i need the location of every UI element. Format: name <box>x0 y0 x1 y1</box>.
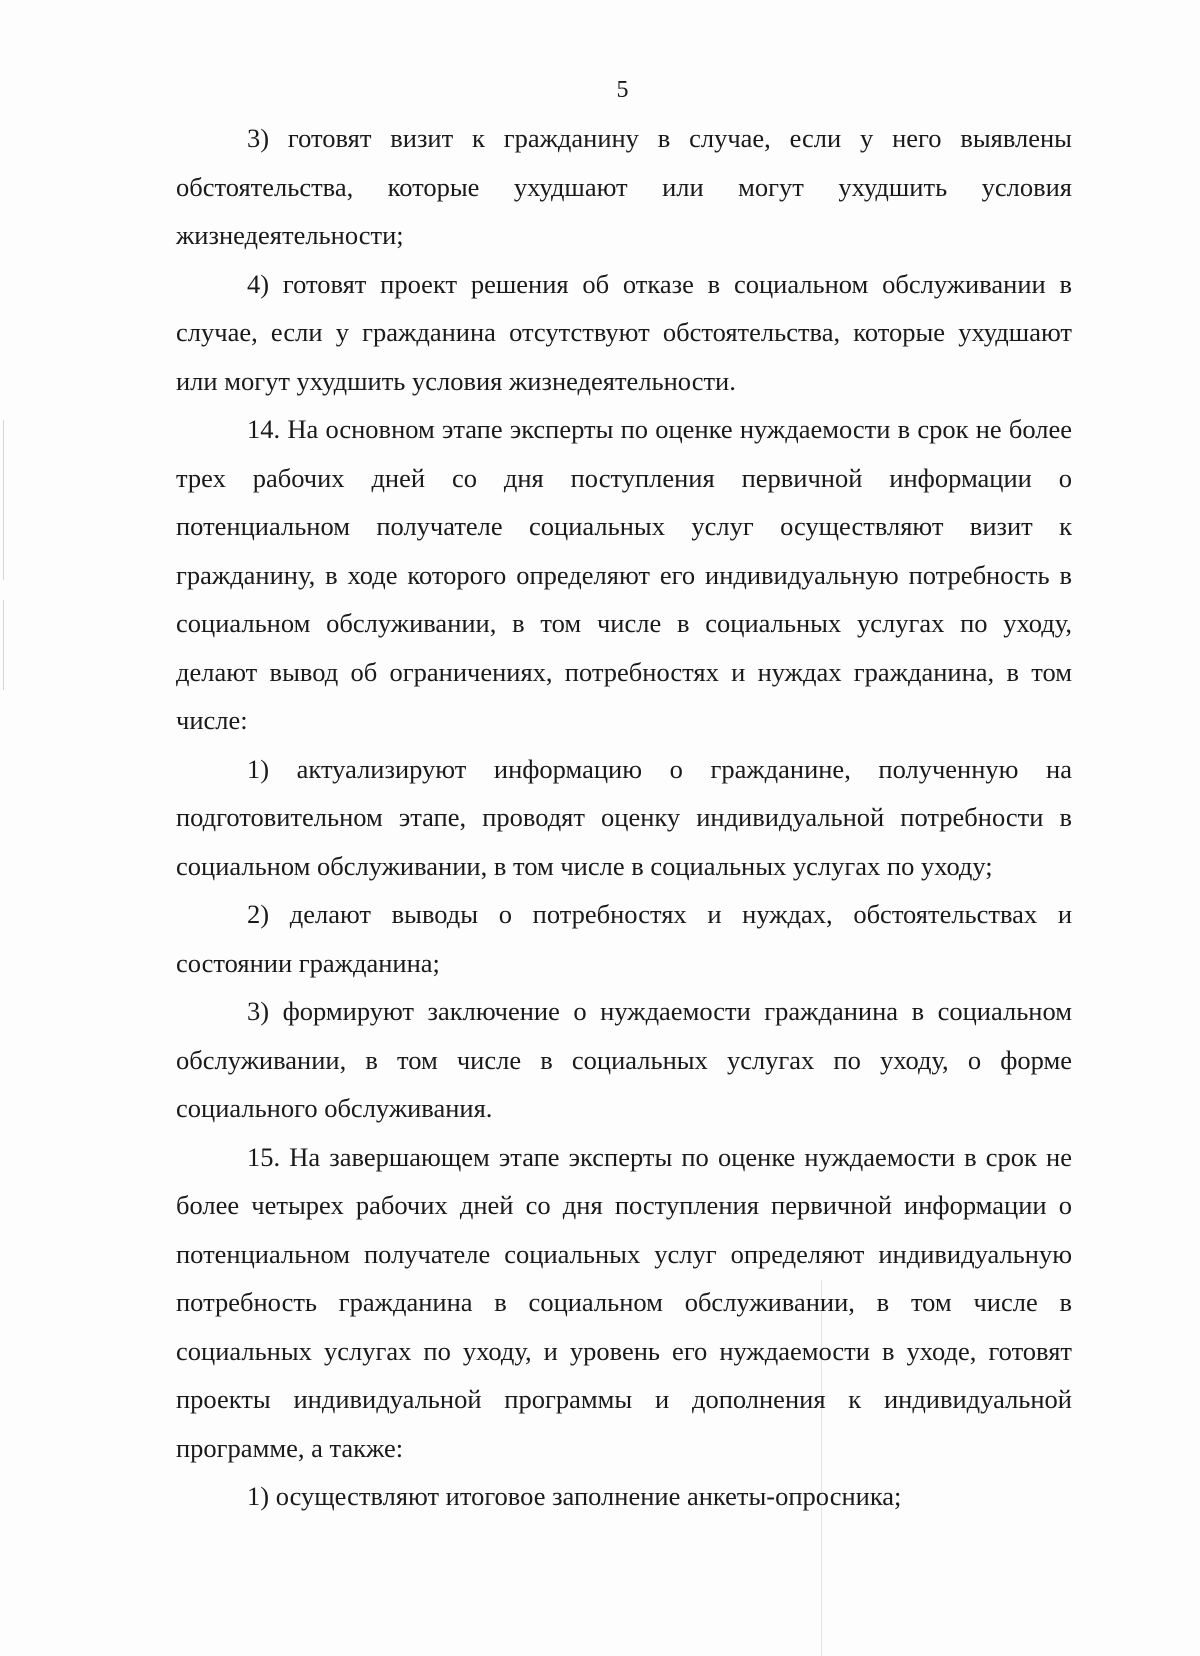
paragraph-14-2-conclusions: 2) делают выводы о потребностях и нуждах, обстоятельствах и состоянии гражданина; <box>176 899 1072 978</box>
page-number: 5 <box>616 77 629 103</box>
paragraph-4-refusal: 4) готовят проект решения об отказе в социальном обслуживании в случае, если у гражданина отсутствуют обстоятельства, которые ухудшают или могут ухудшить условия жизнедеятельности. <box>176 268 1072 396</box>
paragraph-15-final-stage: 15. На завершающем этапе эксперты по оценке нуждаемости в срок не более четырех рабочих дней со дня поступления первичной информации о потенциальном получателе социальных услуг определяют индивидуальную потребность гражданина в социальном обслуживании, в том числе в социальных услугах по уходу, и уровень его нуждаемости в уходе, готовят проекты индивидуальной программы и дополнения к индивидуальной программе, а также: <box>176 1141 1072 1463</box>
paragraph-3-visit: 3) готовят визит к гражданину в случае, если у него выявлены обстоятельства, которые ухудшают или могут ухудшить условия жизнедеятельности; <box>176 123 1072 250</box>
paragraph-14-3-assessment: 3) формируют заключение о нуждаемости гражданина в социальном обслуживании, в том числе в социальных услугах по уходу, о форме социального обслуживания. <box>176 996 1072 1123</box>
document-body <box>176 114 1072 1521</box>
scan-edge-artifact <box>3 600 4 690</box>
paragraph-14-main-stage: 14. На основном этапе эксперты по оценке нуждаемости в срок не более трех рабочих дней со дня поступления первичной информации о потенциальном получателе социальных услуг осуществляют визит к гражданину, в ходе которого определяют его индивидуальную потребность в социальном обслуживании, в том числе в социальных услугах по уходу, делают вывод об ограничениях, потребностях и нуждах гражданина, в том числе: <box>176 414 1072 735</box>
paragraph-15-1-questionnaire: 1) осуществляют итоговое заполнение анкеты-опросника; <box>247 1481 902 1511</box>
scan-edge-artifact <box>3 420 4 580</box>
paragraph-14-1-actualize: 1) актуализируют информацию о гражданине, полученную на подготовительном этапе, проводят оценку индивидуальной потребности в социальном обслуживании, в том числе в социальных услугах по уходу; <box>176 753 1072 881</box>
